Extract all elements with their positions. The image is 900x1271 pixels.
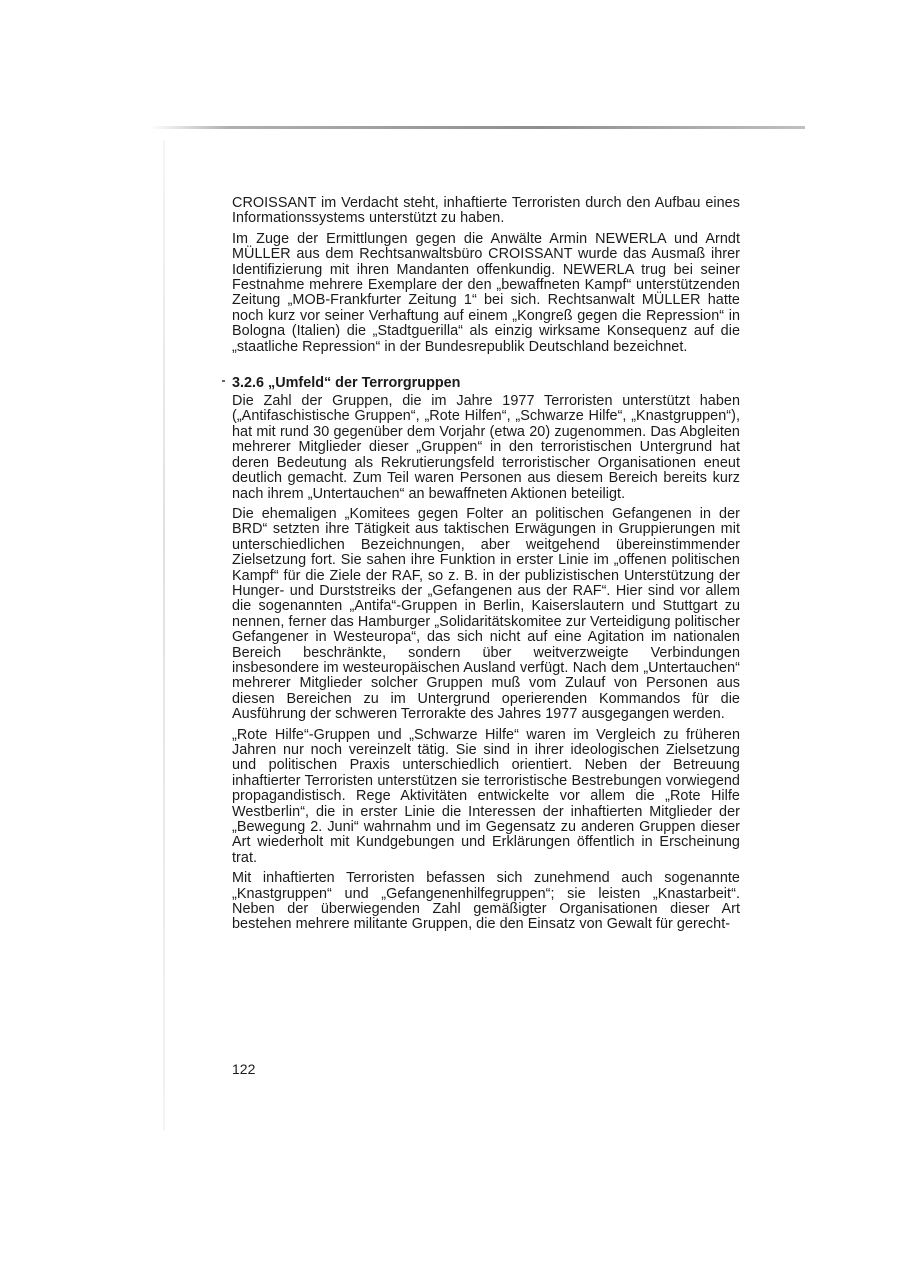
- section-heading: [232, 375, 740, 391]
- paragraph-section-2: Die ehemaligen „Komitees gegen Folter an politischen Gefangenen in der BRD“ setzten ihre Tätigkeit aus taktischen Erwägungen in Gruppierungen mit unterschiedlichen Bezeichnungen, aber weitgehend übereinstimmender Zielsetzung fort. Sie sahen ihre Funktion in erster Linie im „offenen politischen Kampf“ für die Ziele der RAF, so z. B. in der publizistischen Unterstützung der Hunger- und Durststreiks der „Gefangenen aus der RAF“. Hier sind vor allem die sogenannten „Antifa“-Gruppen in Berlin, Kaiserslautern und Stuttgart zu nennen, ferner das Hamburger „Solidaritätskomitee zur Verteidigung politischer Gefangener in Westeuropa“, das sich nicht auf eine Agitation im nationalen Bereich beschränkte, sondern über weitverzweigte Verbindungen insbesondere im westeuropäischen Ausland verfügt. Nach dem „Untertauchen“ mehrerer Mitglieder solcher Gruppen muß vom Zulauf von Personen aus diesen Bereichen zu im Untergrund operierenden Kommandos für die Ausführung der schweren Terrorakte des Jahres 1977 ausgegangen werden.: [232, 505, 740, 723]
- margin-mark: [222, 380, 225, 382]
- page-number: 122: [232, 1061, 256, 1077]
- document-page: [232, 196, 740, 933]
- paragraph-section-4: Mit inhaftierten Terroristen befassen sich zunehmend auch sogenannte „Knastgruppen“ und „Gefangenenhilfegruppen“; sie leisten „Knastarbeit“. Neben der überwiegenden Zahl gemäßigter Organisationen dieser Art bestehen mehrere militante Gruppen, die den Einsatz von Gewalt für gerecht-: [232, 870, 740, 933]
- section-title: „Umfeld“ der Terrorgruppen: [268, 375, 461, 392]
- paragraph-intro-1: CROISSANT im Verdacht steht, inhaftierte Terroristen durch den Aufbau eines Informationssystems unterstützt zu haben.: [232, 195, 740, 227]
- paragraph-intro-2: Im Zuge der Ermittlungen gegen die Anwälte Armin NEWERLA und Arndt MÜLLER aus dem Rechtsanwaltsbüro CROISSANT wurde das Ausmaß ihrer Identifizierung mit ihren Mandanten offenkundig. NEWERLA trug bei seiner Festnahme mehrere Exemplare der den „bewaffneten Kampf“ unterstützenden Zeitung „MOB-Frankfurter Zeitung 1“ bei sich. Rechtsanwalt MÜLLER hatte noch kurz vor seiner Verhaftung auf einem „Kongreß gegen die Repression“ in Bologna (Italien) die „Stadtguerilla“ als einzig wirksame Konsequenz auf die „staatliche Repression“ in der Bundesrepublik Deutschland bezeichnet.: [232, 230, 740, 355]
- paragraph-section-1: Die Zahl der Gruppen, die im Jahre 1977 Terroristen unterstützt haben („Antifaschistische Gruppen“, „Rote Hilfen“, „Schwarze Hilfe“, „Knastgruppen“), hat mit rund 30 gegenüber dem Vorjahr (etwa 20) zugenommen. Das Abgleiten mehrerer Mitglieder dieser „Gruppen“ in den terroristischen Untergrund hat deren Bedeutung als Rekrutierungsfeld terroristischer Organisationen eneut deutlich gemacht. Zum Teil waren Personen aus diesem Bereich bereits kurz nach ihrem „Untertauchen“ an bewaffneten Aktionen beteiligt.: [232, 393, 740, 502]
- paragraph-section-3: „Rote Hilfe“-Gruppen und „Schwarze Hilfe“ waren im Vergleich zu früheren Jahren nur noch vereinzelt tätig. Sie sind in ihrer ideologischen Zielsetzung und politischen Praxis unterschiedlich orientiert. Neben der Betreuung inhaftierter Terroristen unterstützen sie terroristische Bestrebungen vorwiegend propagandistisch. Rege Aktivitäten entwickelte vor allem die „Rote Hilfe Westberlin“, die in erster Linie die Interessen der inhaftierten Mitglieder der „Bewegung 2. Juni“ wahrnahm und im Gegensatz zu anderen Gruppen dieser Art wiederholt mit Kundgebungen und Erklärungen öffentlich in Erscheinung trat.: [232, 726, 740, 866]
- scan-shadow-left: [163, 140, 165, 1130]
- section-number: 3.2.6: [232, 375, 265, 392]
- scan-shadow-top: [150, 126, 805, 129]
